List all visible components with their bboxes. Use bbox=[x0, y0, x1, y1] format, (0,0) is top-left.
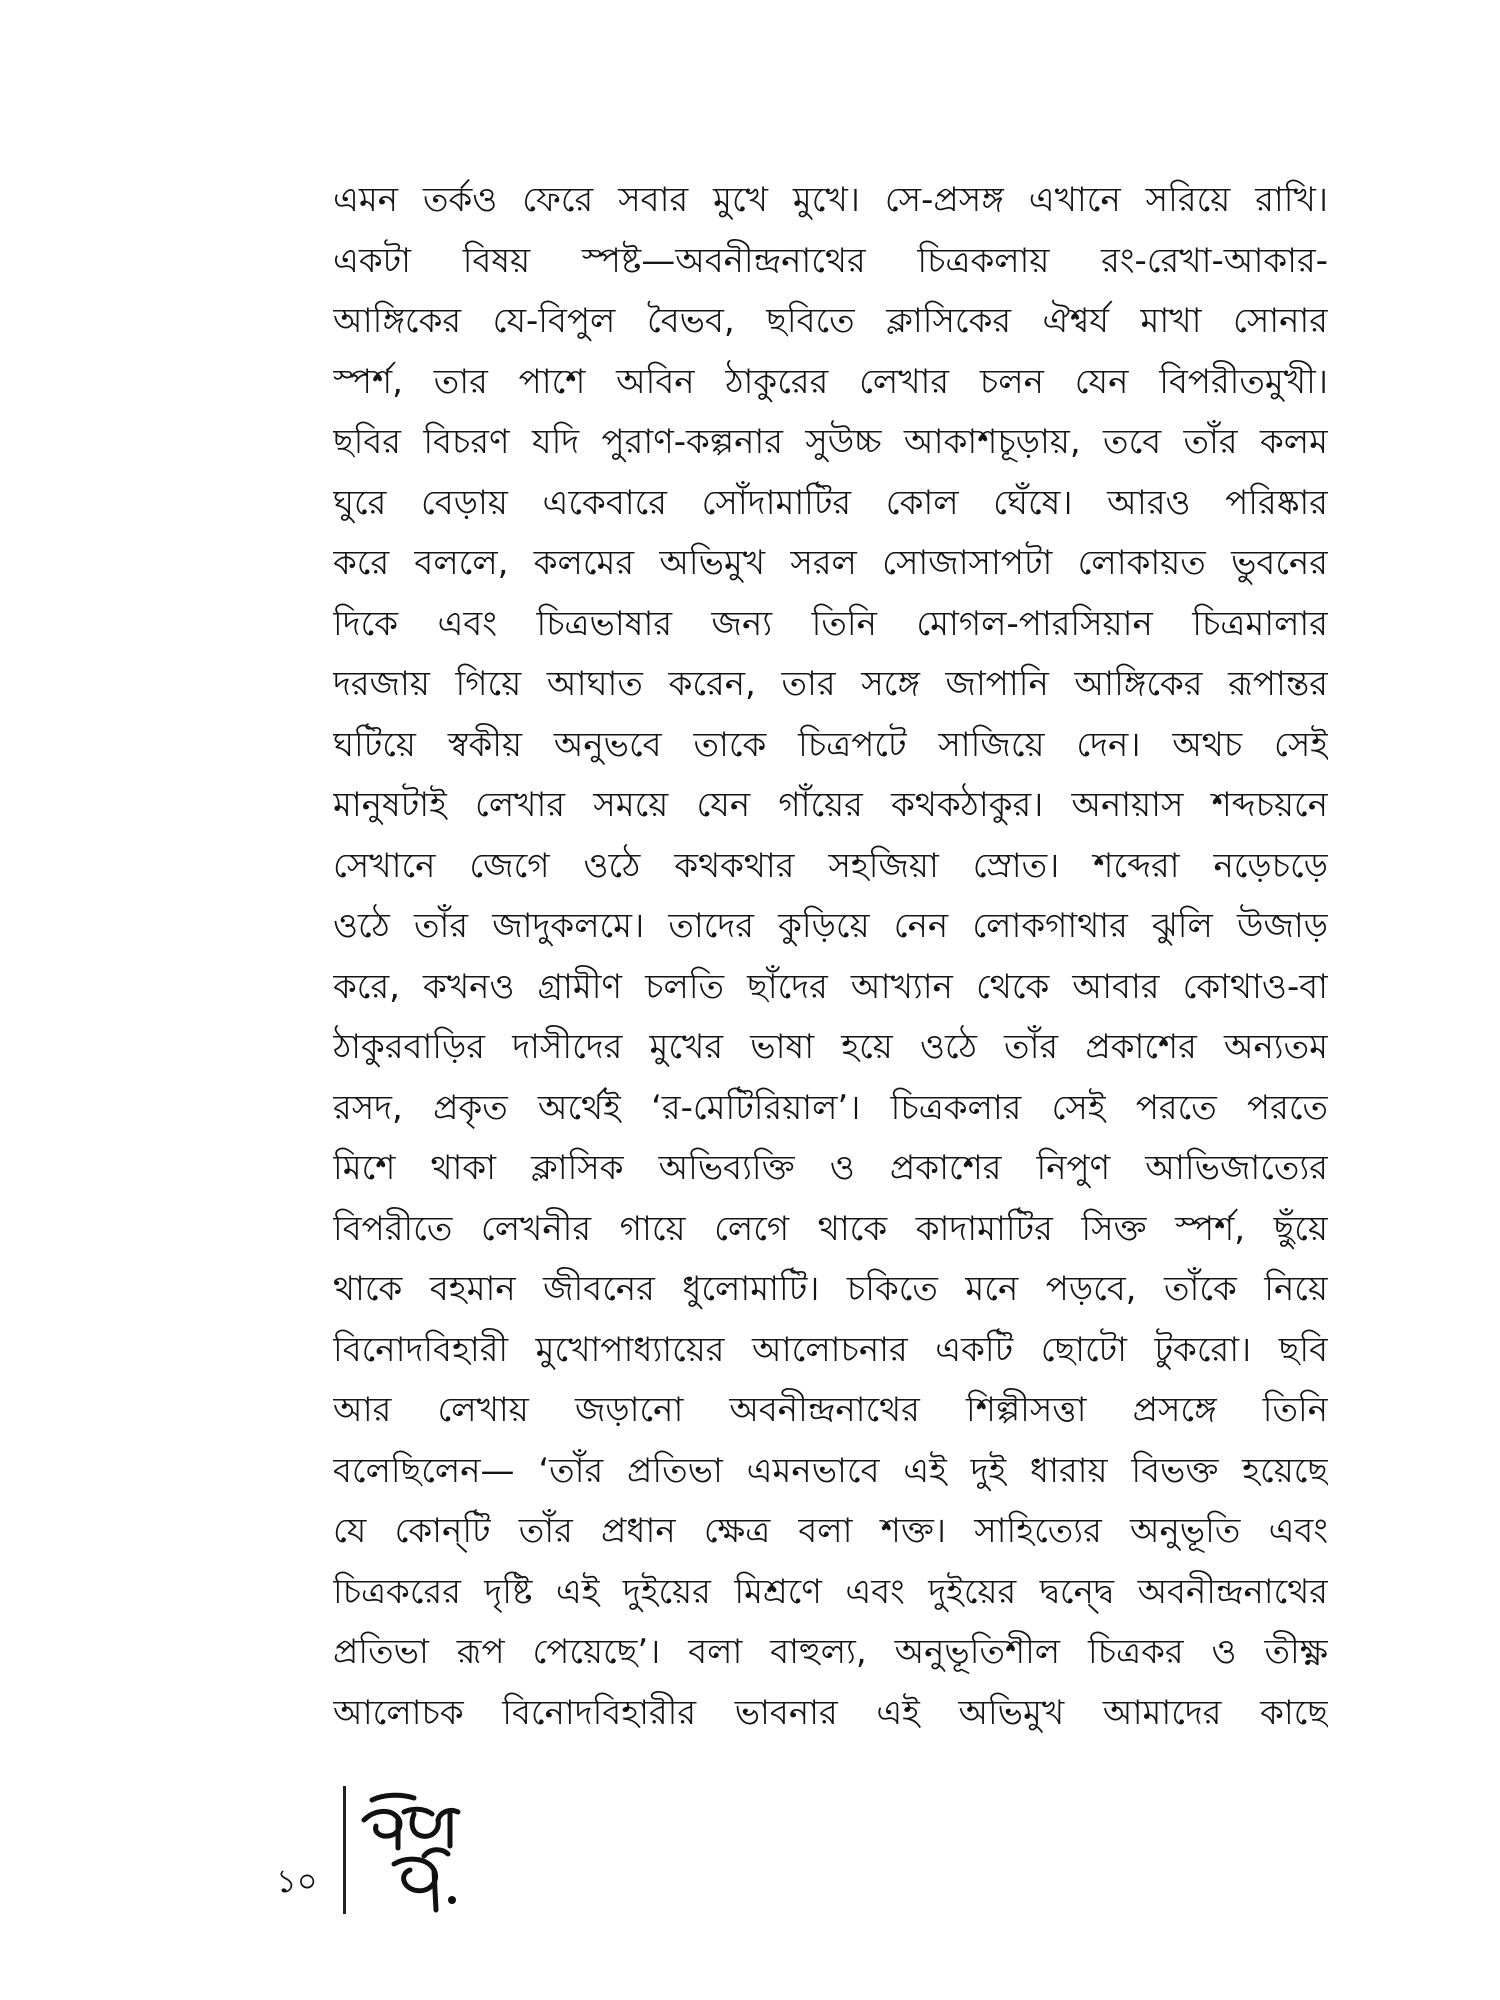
text-line: ছবির বিচরণ যদি পুরাণ-কল্পনার সুউচ্চ আকাশচূড়ায়, তবে তাঁর কলম bbox=[333, 422, 1328, 462]
text-line: স্পর্শ, তার পাশে অবিন ঠাকুরের লেখার চলন যেন বিপরীতমুখী। bbox=[333, 361, 1328, 402]
text-line: যে কোন্‌টি তাঁর প্রধান ক্ষেত্র বলা শক্ত। সাহিত্যের অনুভূতি এবং bbox=[333, 1511, 1328, 1551]
text-line: মানুষটাই লেখার সময়ে যেন গাঁয়ের কথকঠাকুর। অনায়াস শব্দচয়নে bbox=[333, 785, 1328, 825]
text-line: আঙ্গিকের যে-বিপুল বৈভব, ছবিতে ক্লাসিকের ঐশ্বর্য মাখা সোনার bbox=[333, 301, 1328, 341]
text-line: আলোচক বিনোদবিহারীর ভাবনার এই অভিমুখ আমাদের কাছে bbox=[333, 1692, 1328, 1733]
text-line: আর লেখায় জড়ানো অবনীন্দ্রনাথের শিল্পীসত্তা প্রসঙ্গে তিনি bbox=[333, 1390, 1328, 1430]
text-line: ওঠে তাঁর জাদুকলমে। তাদের কুড়িয়ে নেন লোকগাথার ঝুলি উজাড় bbox=[333, 906, 1328, 946]
bangla-boi-logo-icon bbox=[354, 1790, 474, 1920]
footer-divider bbox=[343, 1786, 346, 1914]
text-line: চিত্রকরের দৃষ্টি এই দুইয়ের মিশ্রণে এবং দুইয়ের দ্বন্দ্বে অবনীন্দ্রনাথের bbox=[333, 1571, 1328, 1612]
text-line: রসদ, প্রকৃত অর্থেই ‘র-মেটিরিয়াল’। চিত্রকলার সেই পরতে পরতে bbox=[333, 1087, 1328, 1128]
text-line: করে বললে, কলমের অভিমুখ সরল সোজাসাপটা লোকায়ত ভুবনের bbox=[333, 543, 1328, 583]
text-line: মিশে থাকা ক্লাসিক অভিব্যক্তি ও প্রকাশের নিপুণ আভিজাত্যের bbox=[333, 1148, 1328, 1188]
text-line: বিনোদবিহারী মুখোপাধ্যায়ের আলোচনার একটি ছোটো টুকরো। ছবি bbox=[333, 1329, 1328, 1370]
text-line: থাকে বহমান জীবনের ধুলোমাটি। চকিতে মনে পড়বে, তাঁকে নিয়ে bbox=[333, 1269, 1328, 1309]
text-line: ঘুরে বেড়ায় একেবারে সোঁদামাটির কোল ঘেঁষে। আরও পরিষ্কার bbox=[333, 482, 1328, 523]
text-line: এমন তর্কও ফেরে সবার মুখে মুখে। সে-প্রসঙ্গ এখানে সরিয়ে রাখি। bbox=[333, 180, 1328, 220]
text-line: ঘটিয়ে স্বকীয় অনুভবে তাকে চিত্রপটে সাজিয়ে দেন। অথচ সেই bbox=[333, 724, 1328, 765]
text-line: বলেছিলেন— ‘তাঁর প্রতিভা এমনভাবে এই দুই ধারায় বিভক্ত হয়েছে bbox=[333, 1450, 1328, 1491]
bangla-boi-logo-icon bbox=[354, 1790, 474, 1920]
text-line: সেখানে জেগে ওঠে কথকথার সহজিয়া স্রোত। শব্দেরা নড়েচড়ে bbox=[333, 845, 1328, 886]
text-line: বিপরীতে লেখনীর গায়ে লেগে থাকে কাদামাটির সিক্ত স্পর্শ, ছুঁয়ে bbox=[333, 1208, 1328, 1249]
text-line: দরজায় গিয়ে আঘাত করেন, তার সঙ্গে জাপানি আঙ্গিকের রূপান্তর bbox=[333, 664, 1328, 704]
text-line: একটা বিষয় স্পষ্ট—অবনীন্দ্রনাথের চিত্রকলায় রং-রেখা-আকার- bbox=[333, 240, 1328, 281]
text-line: দিকে এবং চিত্রভাষার জন্য তিনি মোগল-পারসিয়ান চিত্রমালার bbox=[333, 603, 1328, 644]
page-number: ১০ bbox=[276, 1862, 318, 1900]
body-text bbox=[333, 170, 1328, 1770]
text-line: ঠাকুরবাড়ির দাসীদের মুখের ভাষা হয়ে ওঠে তাঁর প্রকাশের অন্যতম bbox=[333, 1027, 1328, 1067]
text-line: করে, কখনও গ্রামীণ চলতি ছাঁদের আখ্যান থেকে আবার কোথাও-বা bbox=[333, 966, 1328, 1007]
text-line: প্রতিভা রূপ পেয়েছে’। বলা বাহুল্য, অনুভূতিশীল চিত্রকর ও তীক্ষ্ণ bbox=[333, 1632, 1328, 1672]
